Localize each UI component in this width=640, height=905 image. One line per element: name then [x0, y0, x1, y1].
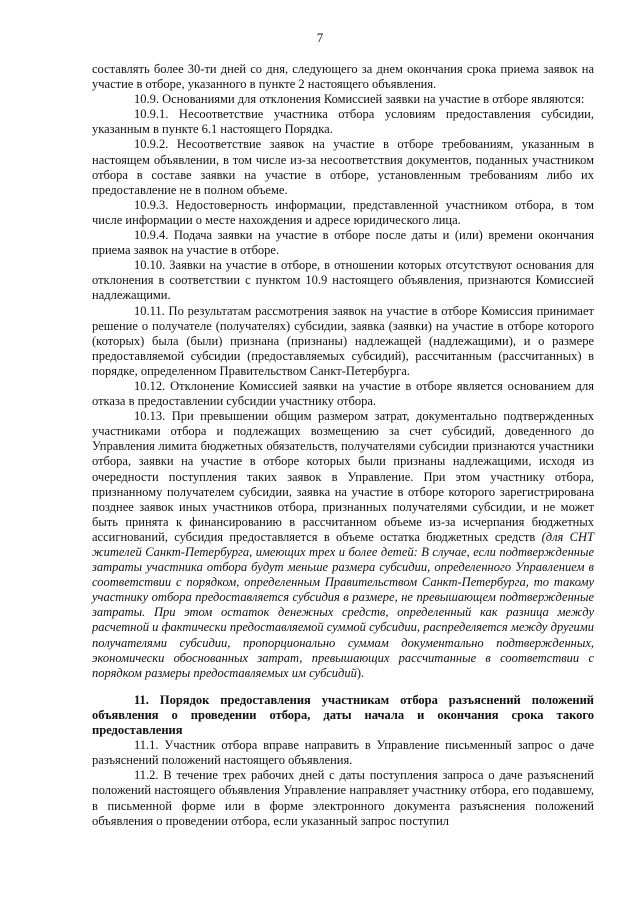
paragraph-10-9-4: 10.9.4. Подача заявки на участие в отборе после даты и (или) времени окончания приема заявок на участие в отборе. — [92, 228, 594, 258]
paragraph-10-9-1: 10.9.1. Несоответствие участника отбора условиям предоставления субсидии, указанным в пункте 6.1 настоящего Порядка. — [92, 107, 594, 137]
document-body — [92, 62, 594, 829]
section-11-heading: 11. Порядок предоставления участникам отбора разъяснений положений объявления о проведении отбора, даты начала и окончания срока такого предоставления — [92, 692, 594, 738]
page-number: 7 — [316, 30, 324, 45]
paragraph-10-12: 10.12. Отклонение Комиссией заявки на участие в отборе является основанием для отказа в предоставлении субсидии участнику отбора. — [92, 378, 594, 409]
paragraph-10-10: 10.10. Заявки на участие в отборе, в отношении которых отсутствуют основания для отклонения в соответствии с пунктом 10.9 настоящего объявления, признаются Комиссией надлежащими. — [92, 258, 594, 303]
paragraph-10-9: 10.9. Основаниями для отклонения Комиссией заявки на участие в отборе являются: — [134, 92, 585, 107]
paragraph-11-1: 11.1. Участник отбора вправе направить в Управление письменный запрос о даче разъяснений положений настоящего объявления. — [92, 738, 594, 768]
paragraph-10-9-3: 10.9.3. Недостоверность информации, представленной участником отбора, в том числе информации о месте нахождения и адресе юридического лица. — [92, 197, 594, 227]
paragraph-10-13-italic: (для СНТ жителей Санкт-Петербурга, имеющих трех и более детей: В случае, если подтвержденные затраты участника отбора будут меньше размера субсидии, определенного Управлением в соответствии с порядком, определенным Правительством Санкт-Петербурга, то такому участнику отбора предоставляется субсидия в размере, не превышающем подтвержденные затраты. При этом остаток денежных средств, определенный как разница между расчетной и фактически предоставляемой суммой субсидии, распределяется между другими получателями субсидии, пропорционально суммам документально подтвержденных, экономически обоснованных затрат, превышающих рассчитанные в соответствии с порядком размеры предоставляемых им субсидий — [92, 529, 594, 680]
paragraph-10-9-2: 10.9.2. Несоответствие заявок на участие в отборе требованиям, указанным в настоящем объявлении, в том числе из-за несоответствия документов, поданных участником отбора в составе заявки на участие в отборе, установленным требованиям либо их предоставление не в полном объеме. — [92, 137, 594, 197]
paragraph-10-13-tail: ). — [356, 665, 365, 680]
paragraph-11-2: 11.2. В течение трех рабочих дней с даты поступления запроса о даче разъяснений положений настоящего объявления Управление направляет участнику отбора, его подавшему, в письменной форме или в форме электронного документа разъяснения положений объявления о проведении отбора, если указанный запрос поступил — [92, 768, 594, 828]
paragraph-10-13 — [92, 409, 594, 681]
paragraph-continuation: составлять более 30-ти дней со дня, следующего за днем окончания срока приема заявок на участие в отборе, указанного в пункте 2 настоящего объявления. — [92, 62, 594, 92]
paragraph-10-13-text: 10.13. При превышении общим размером затрат, документально подтвержденных участниками отбора и подлежащих возмещению за счет субсидий, доведенного до Управления лимита бюджетных обязательств, получателями субсидии признаются участники отбора, заявки на участие в отборе которых были признаны надлежащими, исходя из очередности поступления таких заявок в Управление. При этом участнику отбора, признанному получателем субсидии, заявка на участие в отборе которого зарегистрирована позднее заявок иных участников отбора, признанных получателями субсидии, и не может быть принята к финансированию в рассчитанном объеме из-за исчерпания бюджетных ассигнований, субсидия предоставляется в объеме остатка бюджетных средств — [92, 409, 594, 544]
paragraph-10-11: 10.11. По результатам рассмотрения заявок на участие в отборе Комиссия принимает решение о получателе (получателях) субсидии, заявка (заявки) на участие в отборе которого (которых) была (были) признана (признаны) надлежащей (надлежащими), и о размере предоставляемой субсидии (предоставляемых субсидий), рассчитанным (рассчитанных) в порядке, определенном Правительством Санкт-Петербурга. — [92, 303, 594, 378]
